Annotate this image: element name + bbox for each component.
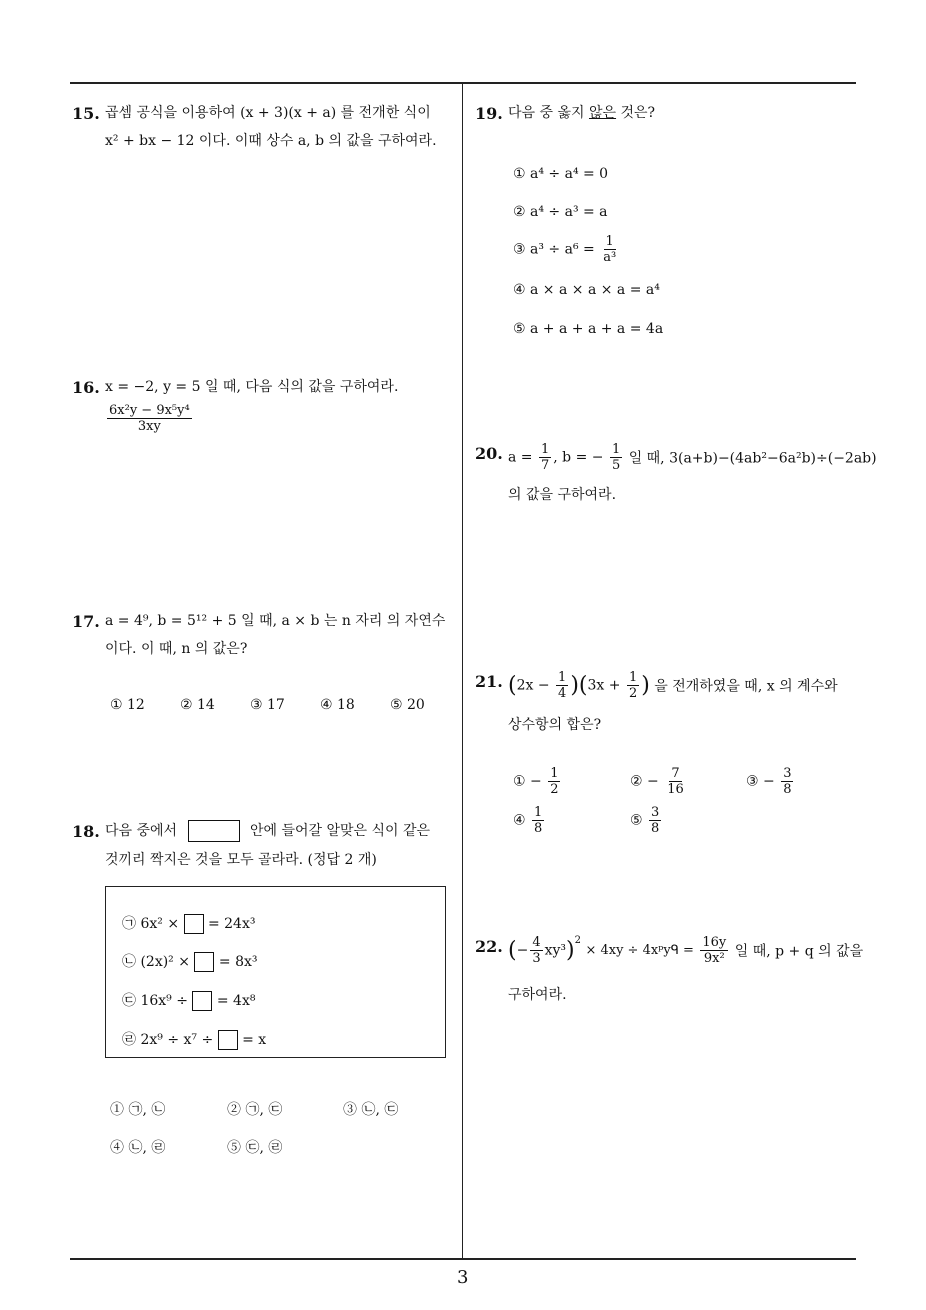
question-20-number: 20. <box>475 444 503 463</box>
question-19-option-3[interactable] <box>513 234 620 265</box>
q22-exponent: 2 <box>574 935 581 946</box>
question-20-line1 <box>508 442 877 473</box>
question-18-number: 18. <box>72 822 100 841</box>
item-2-blank <box>194 952 214 972</box>
q20-b-den: 5 <box>611 458 621 473</box>
question-17-option-4[interactable]: ④ 18 <box>320 697 355 713</box>
q21-opt2-den: 16 <box>667 782 684 797</box>
question-21-option-4[interactable] <box>513 805 546 836</box>
item-3-label: ㉢ <box>122 993 136 1009</box>
column-divider <box>462 82 463 1259</box>
q21-opt5-num: 3 <box>651 805 660 820</box>
question-21-option-1[interactable] <box>513 766 562 797</box>
q20-a-den: 7 <box>540 458 550 473</box>
item-2-label: ㉡ <box>122 954 136 970</box>
q21-opt4-label: ④ <box>513 812 526 829</box>
q20-a-label: a = <box>508 449 533 466</box>
option-3-text: ③ a³ ÷ a⁶ = <box>513 241 595 258</box>
q21-opt1-num: 1 <box>550 766 559 781</box>
q21-opt1-den: 2 <box>550 782 559 797</box>
question-21-option-2[interactable] <box>630 766 688 797</box>
question-19-line1 <box>508 98 655 128</box>
q21-paren-open-2: ( <box>578 673 588 698</box>
item-3-left: 16x⁹ ÷ <box>140 993 188 1009</box>
item-4-blank <box>218 1030 238 1050</box>
q21-opt2-num: 7 <box>671 766 680 781</box>
q22-paren-open: ( <box>508 938 517 963</box>
q21-opt4-den: 8 <box>534 821 543 836</box>
q22-minus: − <box>516 942 529 959</box>
question-18-line1-b: 안에 들어갈 알맞은 식이 같은 <box>249 823 431 839</box>
question-17-option-1[interactable]: ① 12 <box>110 697 145 713</box>
q22-paren-close: ) <box>566 938 575 963</box>
question-19-text-a: 다음 중 옳지 <box>508 105 589 121</box>
q21-opt3-label: ③ − <box>746 773 775 790</box>
question-17-option-5[interactable]: ⑤ 20 <box>390 697 425 713</box>
question-18-item-3 <box>122 990 255 1011</box>
question-19-option-2[interactable]: ② a⁴ ÷ a³ = a <box>513 204 608 220</box>
question-16-denominator: 3xy <box>137 419 161 434</box>
question-18-option-3[interactable]: ③ ㉡, ㉢ <box>343 1102 399 1118</box>
item-2-left: (2x)² × <box>140 954 190 970</box>
item-1-label: ㉠ <box>122 916 136 932</box>
question-17-number: 17. <box>72 612 100 631</box>
question-19-option-1[interactable]: ① a⁴ ÷ a⁴ = 0 <box>513 166 609 182</box>
question-22-number: 22. <box>475 937 503 956</box>
q20-b-num: 1 <box>611 442 621 457</box>
question-17-line1: a = 4⁹, b = 5¹² + 5 일 때, a × b 는 n 자리 의 자연수 <box>105 613 446 629</box>
item-4-label: ㉣ <box>122 1032 136 1048</box>
question-20-line2: 의 값을 구하여라. <box>508 487 617 503</box>
answer-blank-box <box>188 820 240 842</box>
question-22-line2: 구하여라. <box>508 987 567 1003</box>
option-3-denominator: a³ <box>603 250 617 265</box>
page-number: 3 <box>457 1267 469 1288</box>
question-18-line1 <box>105 816 430 846</box>
question-16-fraction <box>105 403 194 434</box>
q21-opt4-num: 1 <box>534 805 543 820</box>
question-18-option-5[interactable]: ⑤ ㉢, ㉣ <box>227 1140 283 1156</box>
q22-p-num: 4 <box>532 935 541 950</box>
q21-opt1-label: ① − <box>513 773 542 790</box>
question-15-line1: 곱셈 공식을 이용하여 (x + 3)(x + a) 를 전개한 식이 <box>105 105 431 121</box>
question-15-line2: x² + bx − 12 이다. 이때 상수 a, b 의 값을 구하여라. <box>105 133 437 149</box>
question-19-option-4[interactable]: ④ a × a × a × a = a⁴ <box>513 282 660 298</box>
question-19-underlined: 않은 <box>588 105 617 121</box>
question-21-line1 <box>508 670 838 701</box>
q21-opt5-den: 8 <box>651 821 660 836</box>
question-16-number: 16. <box>72 378 100 397</box>
q22-mid: × 4xy ÷ 4xᵖyᑫ = <box>585 943 694 958</box>
question-17-option-3[interactable]: ③ 17 <box>250 697 285 713</box>
item-2-right: = 8x³ <box>218 954 258 970</box>
item-1-left: 6x² × <box>140 916 180 932</box>
question-21-line2: 상수항의 합은? <box>508 717 602 733</box>
q22-r-num: 16y <box>702 935 727 950</box>
question-17-option-2[interactable]: ② 14 <box>180 697 215 713</box>
q21-paren-close-1: ) <box>570 673 579 698</box>
question-16-numerator: 6x²y − 9x⁵y⁴ <box>109 403 190 418</box>
q22-r-den: 9x² <box>703 951 725 966</box>
question-19-option-5[interactable]: ⑤ a + a + a + a = 4a <box>513 321 664 337</box>
item-1-right: = 24x³ <box>207 916 256 932</box>
q21-rest: 을 전개하였을 때, x 의 계수와 <box>654 678 838 695</box>
question-18-option-2[interactable]: ② ㉠, ㉢ <box>227 1102 283 1118</box>
q21-paren-open-1: ( <box>508 673 517 698</box>
item-3-right: = 4x⁸ <box>216 993 256 1009</box>
question-18-option-1[interactable]: ① ㉠, ㉡ <box>110 1102 166 1118</box>
q20-a-num: 1 <box>540 442 550 457</box>
option-3-numerator: 1 <box>605 234 614 249</box>
q21-p2-num: 1 <box>628 670 638 685</box>
question-18-line1-a: 다음 중에서 <box>105 823 178 839</box>
question-18-item-4 <box>122 1029 266 1050</box>
q22-rest: 일 때, p + q 의 값을 <box>734 943 864 960</box>
bottom-rule <box>70 1258 856 1260</box>
q20-rest: 일 때, 3(a+b)−(4ab²−6a²b)÷(−2ab) <box>628 450 877 467</box>
question-19-number: 19. <box>475 104 503 123</box>
question-21-number: 21. <box>475 672 503 691</box>
q21-opt2-label: ② − <box>630 773 659 790</box>
item-4-right: = x <box>242 1032 267 1048</box>
q21-opt3-den: 8 <box>783 782 792 797</box>
q21-p2-a: 3x + <box>587 677 621 694</box>
q21-opt5-label: ⑤ <box>630 812 643 829</box>
q21-opt3-num: 3 <box>783 766 792 781</box>
q21-p2-den: 2 <box>628 686 638 701</box>
question-18-item-2 <box>122 951 258 972</box>
question-21-option-5[interactable] <box>630 805 663 836</box>
question-17-line2: 이다. 이 때, n 의 값은? <box>105 641 248 657</box>
question-15-number: 15. <box>72 104 100 123</box>
q21-p1-a: 2x − <box>516 677 550 694</box>
q21-p1-den: 4 <box>558 686 567 701</box>
item-1-blank <box>184 914 204 934</box>
item-3-blank <box>192 991 212 1011</box>
top-rule <box>70 82 856 84</box>
question-21-option-3[interactable] <box>746 766 795 797</box>
q21-paren-close-2: ) <box>641 673 650 698</box>
question-18-option-4[interactable]: ④ ㉡, ㉣ <box>110 1140 166 1156</box>
question-18-line2: 것끼리 짝지은 것을 모두 골라라. (정답 2 개) <box>105 852 377 868</box>
question-16-line1: x = −2, y = 5 일 때, 다음 식의 값을 구하여라. <box>105 379 399 395</box>
question-19-text-b: 것은? <box>616 105 656 121</box>
q21-p1-num: 1 <box>558 670 567 685</box>
item-4-left: 2x⁹ ÷ x⁷ ÷ <box>140 1032 214 1048</box>
q20-b-label: , b = − <box>553 449 604 466</box>
question-18-item-1 <box>122 913 255 934</box>
q22-p-b: xy³ <box>544 942 567 959</box>
question-22-line1 <box>508 935 863 966</box>
q22-p-den: 3 <box>532 951 541 966</box>
